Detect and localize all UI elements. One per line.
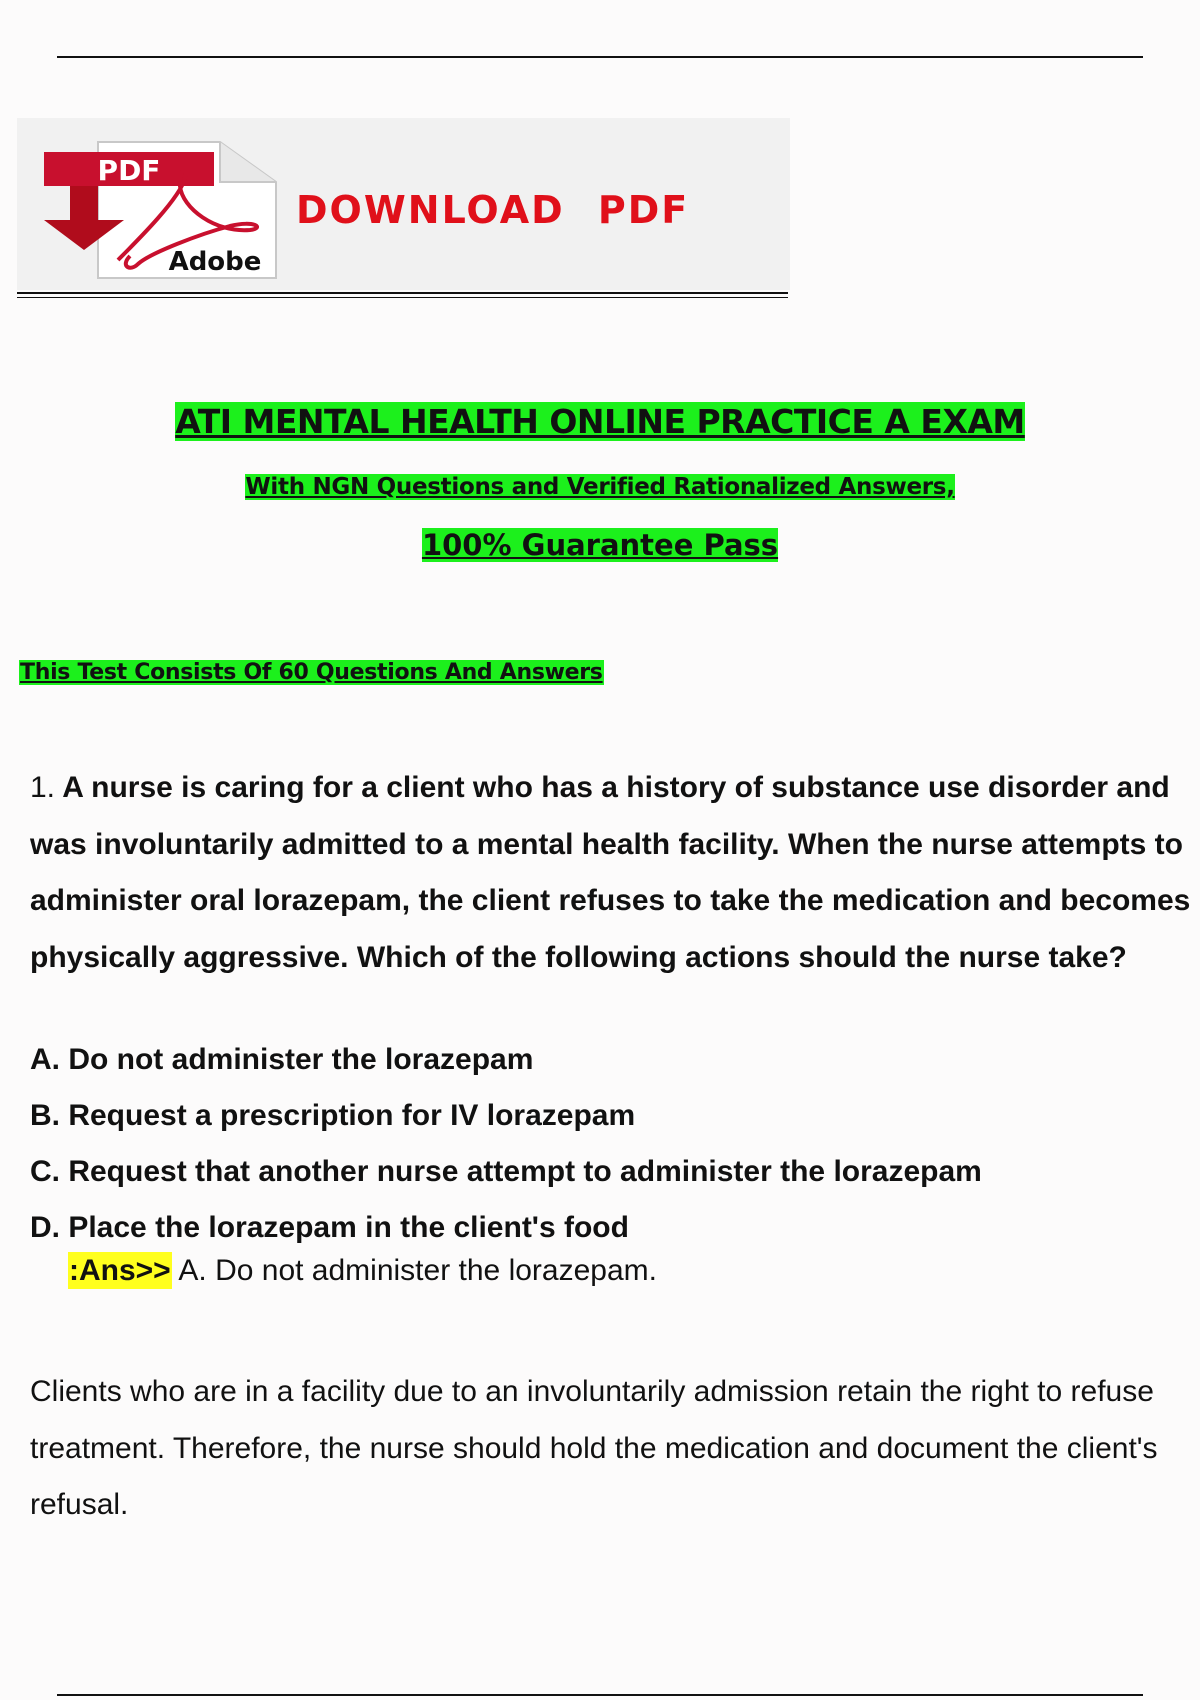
guarantee-banner	[0, 528, 1200, 562]
pdf-tab-label: PDF	[97, 154, 161, 187]
download-pdf-text[interactable]: DOWNLOAD PDF	[296, 188, 690, 232]
option-d: D. Place the lorazepam in the client's food	[30, 1211, 629, 1244]
page-subtitle-text: With NGN Questions and Verified Rationalized Answers,	[245, 474, 955, 500]
top-rule	[57, 56, 1143, 58]
question-number: 1.	[30, 771, 56, 804]
answer-options	[30, 1032, 1190, 1256]
adobe-label: Adobe	[168, 247, 262, 277]
option-a: A. Do not administer the lorazepam	[30, 1043, 534, 1076]
test-info-note: This Test Consists Of 60 Questions And Answers	[20, 660, 603, 685]
option-b: B. Request a prescription for IV lorazepam	[30, 1099, 636, 1132]
rationale: Clients who are in a facility due to an involuntarily admission retain the right to refuse treatment. Therefore, the nurse should hold the medication and document the client's refusal.	[30, 1375, 1158, 1521]
option-c: C. Request that another nurse attempt to administer the lorazepam	[30, 1155, 982, 1188]
guarantee-text: 100% Guarantee Pass	[421, 528, 779, 562]
answer-line	[68, 1254, 657, 1288]
page-title-text: ATI MENTAL HEALTH ONLINE PRACTICE A EXAM	[175, 402, 1025, 441]
answer-text: A. Do not administer the lorazepam.	[178, 1254, 657, 1287]
page-title	[0, 402, 1200, 441]
page-subtitle	[0, 474, 1200, 500]
banner-rule	[17, 292, 788, 294]
bottom-rule	[57, 1694, 1143, 1696]
answer-label: :Ans>>	[69, 1254, 171, 1287]
adobe-pdf-logo	[40, 138, 290, 288]
question-text: A nurse is caring for a client who has a history of substance use disorder and was involuntarily admitted to a mental health facility. When the nurse attempts to administer oral lorazepam, the client refuses to take the medication and becomes physically aggressive. Which of the following actions should the nurse take?	[30, 771, 1191, 974]
banner-rule-thin	[17, 297, 788, 298]
question-1	[30, 760, 1200, 986]
